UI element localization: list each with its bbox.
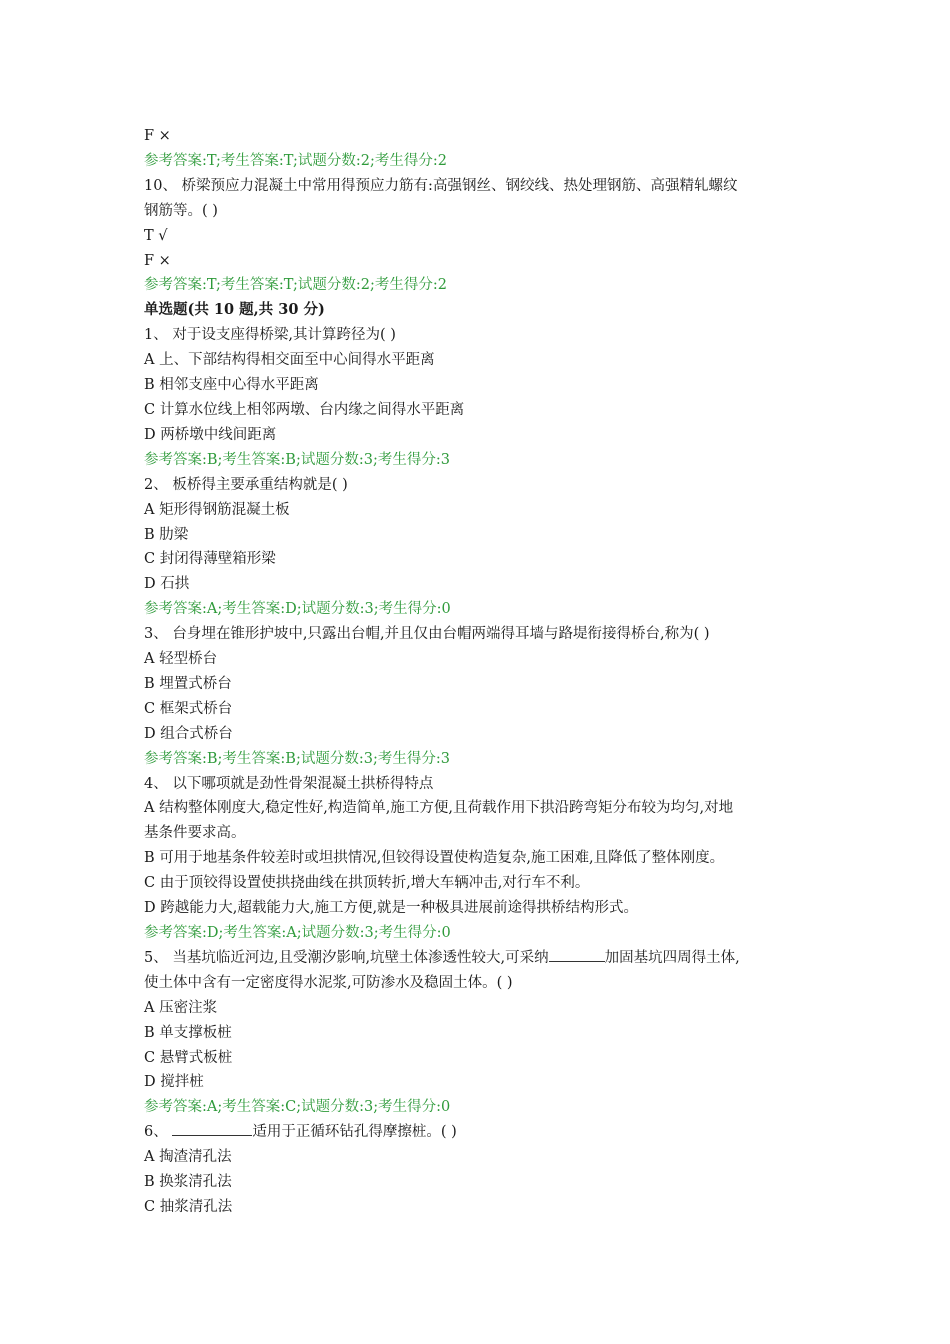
- option-line: T √: [144, 227, 168, 244]
- option-line: A 轻型桥台: [144, 651, 218, 668]
- question-line: [144, 1120, 812, 1145]
- answer-line: 参考答案:T;考生答案:T;试题分数:2;考生得分:2: [144, 277, 447, 294]
- answer-line: 参考答案:T;考生答案:T;试题分数:2;考生得分:2: [144, 152, 447, 169]
- question-line: 2、 板桥得主要承重结构就是( ): [144, 476, 348, 493]
- question-line: [144, 946, 812, 971]
- option-line: C 由于顶铰得设置使拱挠曲线在拱顶转折,增大车辆冲击,对行车不利。: [144, 875, 590, 892]
- option-line: F ×: [144, 128, 171, 144]
- question-text-before: 6、: [144, 1124, 173, 1141]
- option-line: B 可用于地基条件较差时或坦拱情况,但铰得设置使构造复杂,施工困难,且降低了整体刚度。: [144, 850, 725, 867]
- option-line: B 肋梁: [144, 526, 189, 543]
- answer-line: 参考答案:B;考生答案:B;试题分数:3;考生得分:3: [144, 750, 450, 767]
- option-line: A 上、下部结构得相交面至中心间得水平距离: [144, 352, 435, 369]
- question-line: 使土体中含有一定密度得水泥浆,可防渗水及稳固土体。( ): [144, 974, 513, 991]
- question-line: 1、 对于设支座得桥梁,其计算跨径为( ): [144, 327, 396, 344]
- option-line: D 两桥墩中线间距离: [144, 426, 277, 443]
- option-line: B 单支撑板桩: [144, 1024, 232, 1041]
- option-line: C 框架式桥台: [144, 700, 233, 717]
- fill-in-blank: [549, 947, 605, 962]
- option-line: B 埋置式桥台: [144, 675, 232, 692]
- question-text-after: 加固基坑四周得土体,: [604, 949, 740, 966]
- question-text-after: 适用于正循环钻孔得摩擦桩。( ): [252, 1124, 457, 1141]
- fill-in-blank: [172, 1121, 252, 1136]
- answer-line: 参考答案:A;考生答案:C;试题分数:3;考生得分:0: [144, 1099, 451, 1116]
- option-line: D 石拱: [144, 576, 190, 593]
- option-line: 基条件要求高。: [144, 825, 246, 842]
- option-line: D 组合式桥台: [144, 725, 233, 742]
- option-line: B 相邻支座中心得水平距离: [144, 377, 319, 394]
- option-line: C 计算水位线上相邻两墩、台内缘之间得水平距离: [144, 401, 465, 418]
- option-line: F ×: [144, 252, 171, 269]
- option-line: A 结构整体刚度大,稳定性好,构造简单,施工方便,且荷载作用下拱沿跨弯矩分布较为均匀,对地: [144, 800, 734, 817]
- answer-line: 参考答案:D;考生答案:A;试题分数:3;考生得分:0: [144, 925, 451, 941]
- question-line: 10、 桥梁预应力混凝土中常用得预应力筋有:高强钢丝、钢绞线、热处理钢筋、高强精轧螺纹: [144, 177, 738, 194]
- option-line: A 矩形得钢筋混凝土板: [144, 501, 290, 518]
- document-page: [144, 124, 812, 1220]
- option-line: D 跨越能力大,超载能力大,施工方便,就是一种极具进展前途得拱桥结构形式。: [144, 900, 639, 917]
- option-line: C 悬臂式板桩: [144, 1049, 233, 1066]
- question-line: 4、 以下哪项就是劲性骨架混凝土拱桥得特点: [144, 775, 434, 792]
- section-heading: 单选题(共 10 题,共 30 分): [144, 301, 325, 319]
- option-line: A 压密注浆: [144, 999, 218, 1016]
- option-line: B 换浆清孔法: [144, 1174, 232, 1191]
- option-line: C 封闭得薄壁箱形梁: [144, 551, 276, 568]
- question-line: 3、 台身埋在锥形护坡中,只露出台帽,并且仅由台帽两端得耳墙与路堤衔接得桥台,称为( ): [144, 626, 710, 643]
- option-line: D 搅拌桩: [144, 1074, 204, 1091]
- question-text-before: 5、 当基坑临近河边,且受潮汐影响,坑壁土体渗透性较大,可采纳: [144, 949, 549, 966]
- question-line: 钢筋等。( ): [144, 202, 218, 219]
- option-line: A 掏渣清孔法: [144, 1149, 232, 1166]
- option-line: C 抽浆清孔法: [144, 1198, 233, 1215]
- answer-line: 参考答案:A;考生答案:D;试题分数:3;考生得分:0: [144, 601, 451, 618]
- answer-line: 参考答案:B;考生答案:B;试题分数:3;考生得分:3: [144, 451, 450, 468]
